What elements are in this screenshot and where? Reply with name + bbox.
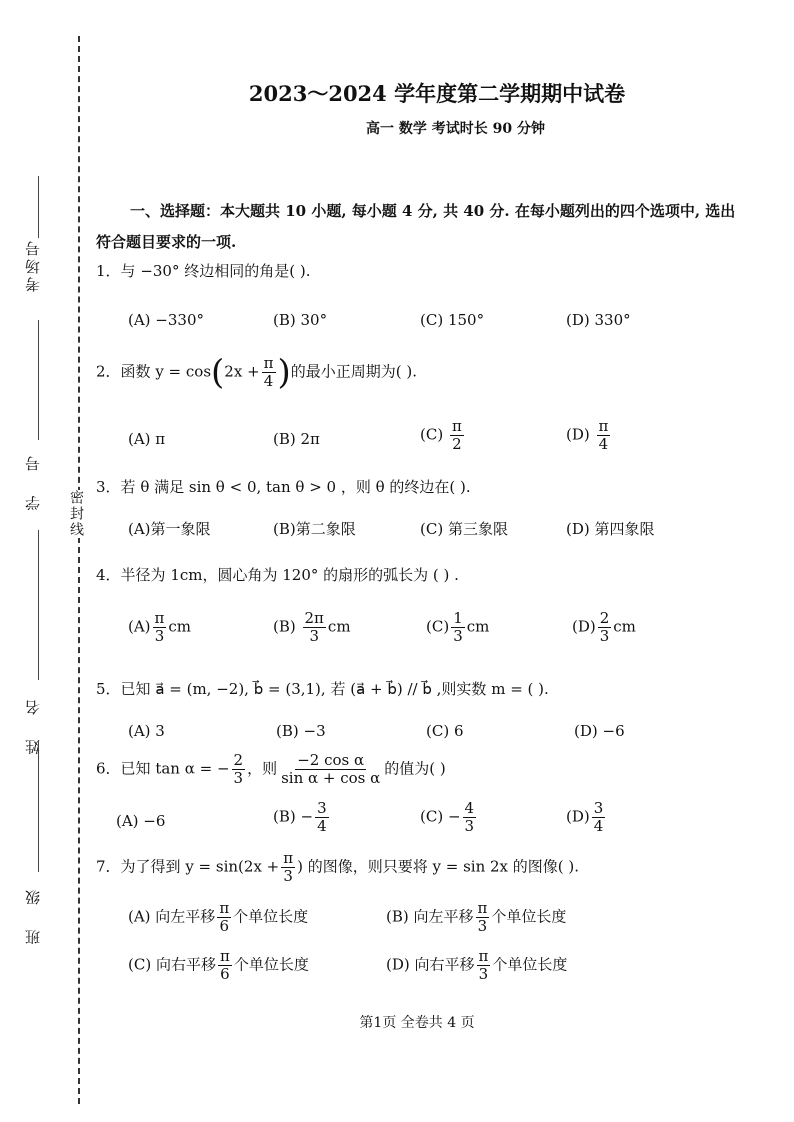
question-5: 5．已知 a⃗ = (m, −2), b⃗ = (3,1), 若 (a⃗ + b⃗) // b⃗ ,则实数 m = ( ).: [96, 680, 549, 698]
q4-option-c[interactable]: (C) $\frac{1}{3}$ cm: [426, 609, 490, 645]
q5-option-b[interactable]: (B) −3: [276, 722, 326, 740]
question-7: 7．为了得到 y = sin(2x + $\frac{\pi}{3}$ ) 的图像，则只要将 y = sin 2x 的图像( ).: [96, 849, 580, 885]
q7-option-c[interactable]: (C) 向右平移 $\frac{\pi}{6}$ 个单位长度: [128, 947, 309, 983]
name-label: 姓 名: [24, 690, 42, 755]
q5-option-d[interactable]: (D) −6: [574, 722, 625, 740]
page-footer: 第1页 全卷共 4 页: [359, 1015, 475, 1031]
exam-title: 2023～2024 学年度第二学期期中试卷: [248, 81, 626, 106]
q2-option-c[interactable]: (C) $\frac{\pi}{2}$: [420, 417, 462, 453]
q1-option-d[interactable]: (D) 330°: [566, 311, 631, 329]
q1-option-b[interactable]: (B) 30°: [273, 311, 328, 329]
q5-option-a[interactable]: (A) 3: [128, 722, 165, 740]
question-6: 6．已知 tan α = − $\frac{2}{3}$ ，则 $\frac{\text{−2 cos α}}{\text{sin α + cos α}}$ 的值为( ): [96, 751, 446, 787]
exam-room-label: 考场号: [24, 238, 42, 292]
class-field[interactable]: [38, 740, 39, 872]
class-label: 班 级: [24, 880, 42, 945]
q1-option-a[interactable]: (A) −330°: [128, 311, 205, 329]
q7-option-b[interactable]: (B) 向左平移 $\frac{\pi}{3}$ 个单位长度: [386, 899, 567, 935]
q4-option-a[interactable]: (A) $\frac{\pi}{3}$ cm: [128, 609, 192, 645]
question-3: 3．若 θ 满足 sin θ < 0, tan θ > 0 ，则 θ 的终边在( ).: [96, 478, 471, 496]
q4-option-d[interactable]: (D) $\frac{2}{3}$ cm: [572, 609, 636, 645]
q3-option-c[interactable]: (C) 第三象限: [420, 520, 508, 538]
q1-option-c[interactable]: (C) 150°: [420, 311, 485, 329]
q6-option-a[interactable]: (A) −6: [116, 812, 166, 830]
section-heading: 一、选择题：本大题共 10 小题, 每小题 4 分, 共 40 分. 在每小题列出的四个选项中, 选出符合题目要求的一项.: [96, 202, 736, 251]
q5-option-c[interactable]: (C) 6: [426, 722, 464, 740]
q2-option-b[interactable]: (B) 2π: [273, 430, 320, 448]
name-field[interactable]: [38, 530, 39, 680]
q4-option-b[interactable]: (B) $\frac{2\pi}{3}$ cm: [273, 609, 351, 645]
q6-option-c[interactable]: (C) − $\frac{4}{3}$: [420, 799, 475, 835]
q3-option-a[interactable]: (A)第一象限: [128, 520, 211, 538]
q3-option-b[interactable]: (B)第二象限: [273, 520, 356, 538]
q7-option-a[interactable]: (A) 向左平移 $\frac{\pi}{6}$ 个单位长度: [128, 899, 309, 935]
question-4: 4．半径为 1cm，圆心角为 120° 的扇形的弧长为 ( ) .: [96, 566, 459, 584]
q7-option-d[interactable]: (D) 向右平移 $\frac{\pi}{3}$ 个单位长度: [386, 947, 568, 983]
seal-line-label: 密封线: [68, 490, 84, 538]
q3-option-d[interactable]: (D) 第四象限: [566, 520, 655, 538]
binding-dashed-line: [78, 36, 80, 1104]
q6-option-d[interactable]: (D) $\frac{3}{4}$: [566, 799, 604, 835]
exam-room-field[interactable]: [38, 176, 39, 238]
q2-option-d[interactable]: (D) $\frac{\pi}{4}$: [566, 417, 609, 453]
question-1: 1．与 −30° 终边相同的角是( ).: [96, 262, 311, 280]
question-2: 2．函数 y = cos(2x + $\frac{\pi}{4}$ )的最小正周期为( ).: [96, 352, 418, 393]
q6-option-b[interactable]: (B) − $\frac{3}{4}$: [273, 799, 327, 835]
student-id-field[interactable]: [38, 320, 39, 440]
student-id-label: 学 号: [24, 446, 42, 511]
exam-subtitle: 高一 数学 考试时长 90 分钟: [366, 121, 545, 137]
q2-option-a[interactable]: (A) π: [128, 430, 166, 448]
